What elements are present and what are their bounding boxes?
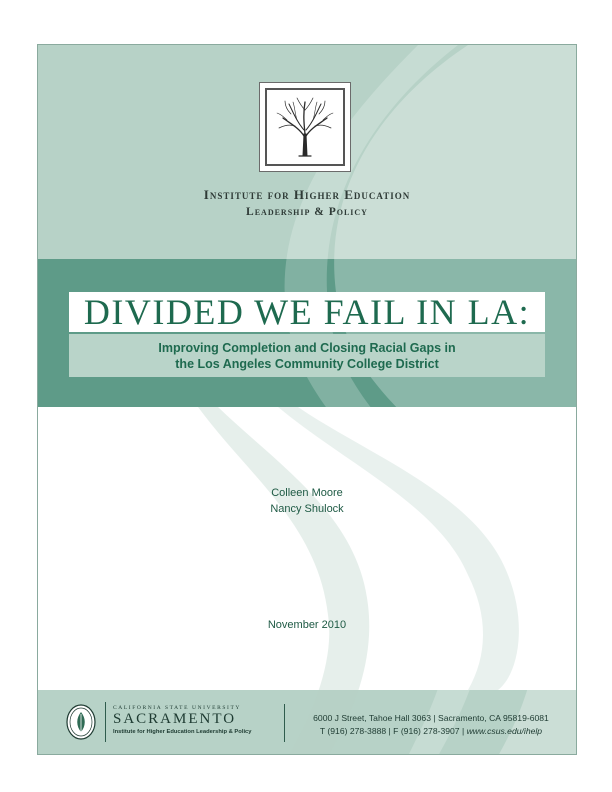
tree-logo-icon (275, 96, 335, 158)
logo-divider (105, 702, 106, 742)
title-band (38, 259, 576, 407)
address-line: 6000 J Street, Tahoe Hall 3063 | Sacramento, CA 95819-6081 (313, 713, 549, 723)
institute-name (38, 187, 576, 218)
institute-line-2: Leadership & Policy (246, 206, 368, 218)
footer-content (38, 690, 576, 755)
report-title: DIVIDED WE FAIL IN LA: (83, 292, 531, 332)
campus-label: SACRAMENTO (113, 711, 237, 727)
contact-info (296, 712, 566, 738)
website-link[interactable]: www.csus.edu/ihelp (466, 726, 543, 736)
footer-divider (284, 704, 285, 742)
institute-footer-label: Institute for Higher Education Leadership & Policy (113, 729, 252, 735)
publication-date: November 2010 (267, 619, 347, 631)
author-name: Colleen Moore (271, 487, 343, 499)
csu-label: CALIFORNIA STATE UNIVERSITY (113, 705, 242, 711)
cover-page (37, 44, 577, 755)
subtitle-line-2: the Los Angeles Community College District (175, 356, 439, 371)
authors (38, 485, 576, 517)
subtitle-box (69, 334, 545, 377)
body-area (38, 407, 576, 690)
phone-line (296, 725, 566, 738)
phone-text: T (916) 278-3888 | F (916) 278-3907 | (319, 726, 467, 736)
subtitle-line-1: Improving Completion and Closing Racial Gaps in (158, 340, 456, 355)
csu-seal-icon (66, 704, 96, 740)
tree-logo (259, 82, 351, 172)
institute-line-1: Institute for Higher Education (203, 187, 411, 202)
author-name: Nancy Shulock (270, 503, 344, 515)
title-box (69, 292, 545, 332)
